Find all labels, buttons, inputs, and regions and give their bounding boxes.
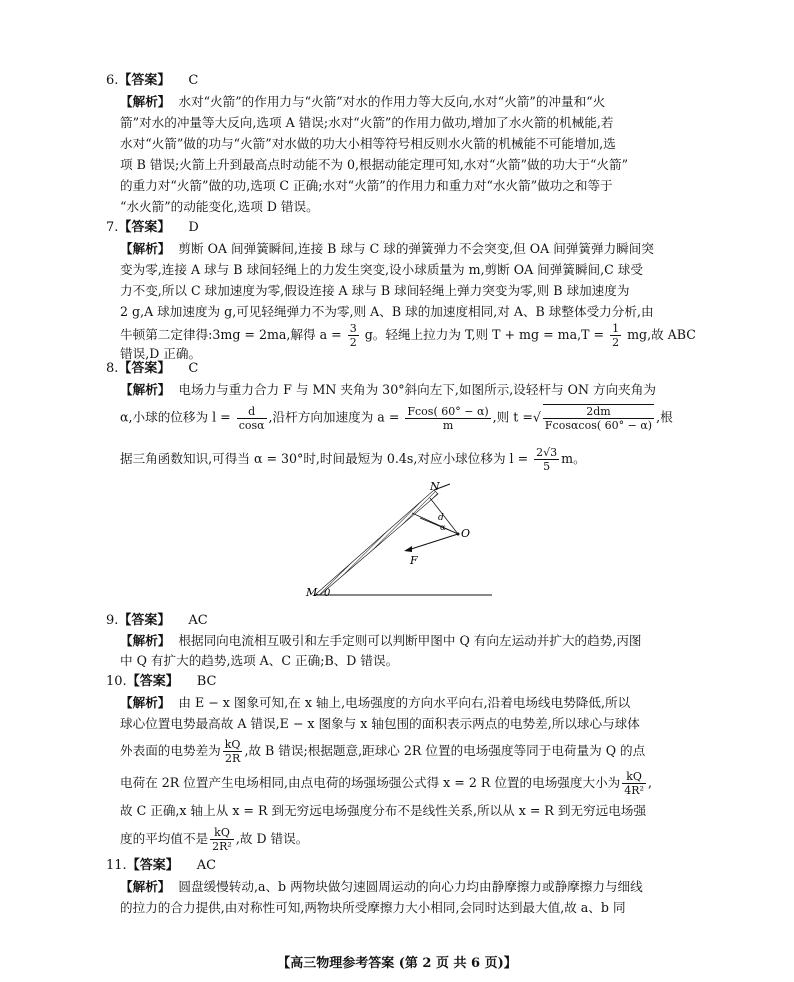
q8-fraction-t: [543, 404, 654, 432]
frac-num: 3: [349, 322, 357, 335]
q9-number: 9.: [106, 613, 119, 628]
q8-answer-tag: 【答案】: [118, 361, 171, 376]
frac-den: 2: [612, 336, 620, 349]
q7-answer: D: [188, 220, 199, 235]
q11-analysis-line-1: [120, 878, 643, 896]
q11-answer-tag: 【答案】: [126, 858, 179, 873]
frac-den: 2R²: [212, 840, 232, 853]
q6-answer-tag: 【答案】: [118, 73, 171, 88]
q6-answer: C: [188, 73, 199, 88]
q10-text-6b: ,故 D 错误。: [235, 831, 309, 846]
label-M: M: [306, 586, 318, 599]
incline-rod-MN: [316, 490, 438, 595]
q7-text-6: 错误,D 正确。: [120, 346, 202, 361]
q7-answer-line: [106, 219, 199, 237]
q8-fraction-l: [237, 405, 267, 432]
label-alpha: α: [440, 523, 446, 532]
q7-text-5: [120, 322, 696, 349]
q8-figure: [300, 478, 500, 600]
frac-num: kQ: [210, 826, 234, 840]
point-O: [457, 533, 460, 536]
q9-text-1: 根据同向电流相互吸引和左手定则可以判断甲图中 Q 有向左运动并扩大的趋势,丙图: [178, 633, 642, 648]
q10-answer-line: [106, 673, 216, 691]
q8-text-1: 电场力与重力合力 F 与 MN 夹角为 30°斜向左下,如图所示,设轻杆与 ON 方向夹角为: [178, 382, 656, 397]
frac-den: cosα: [238, 418, 265, 432]
q11-number: 11.: [106, 858, 127, 873]
label-N: N: [430, 480, 440, 493]
frac-num: 1: [612, 322, 620, 335]
q10-number: 10.: [106, 674, 127, 689]
q11-text-1: 圆盘缓慢转动,a、b 两物块做匀速圆周运动的向心力均由静摩擦力或静摩擦力与细线: [178, 879, 643, 894]
q8-text-2b: ,沿杆方向加速度为 a =: [268, 409, 400, 425]
force-arrow-F: [408, 534, 458, 550]
q6-text-3: 水对“火箭”做的功与“火箭”对水做的功大小相等符号相反则水火箭的机械能不可能增加,选: [120, 136, 616, 151]
q10-analysis-tag: 【解析】: [120, 695, 171, 710]
q8-answer: C: [188, 361, 199, 376]
q7-text-5a: 牛顿第二定律得:3mg = 2ma,解得 a =: [120, 327, 342, 342]
q8-text-2a: α,小球的位移为 l =: [120, 409, 231, 425]
arrowhead-F-icon: [404, 546, 412, 552]
label-M0: 0: [324, 588, 331, 599]
q11-answer: AC: [196, 858, 217, 873]
q10-fraction-kQ-4R2: [622, 770, 646, 797]
q6-text-2: 箭”对水的冲量等大反向,选项 A 错误;水对“火箭”的作用力做功,增加了水火箭的机械能,若: [120, 115, 614, 130]
q6-text-6: “水火箭”的动能变化,选项 D 错误。: [120, 199, 319, 214]
frac-den: 4R²: [624, 784, 644, 797]
q8-analysis-tag: 【解析】: [120, 382, 171, 397]
q10-text-5: 故 C 正确,x 轴上从 x = R 到无穷远电场强度分布不是线性关系,所以从 x = R 到无穷远电场强: [120, 803, 647, 818]
frac-num: 2√3: [536, 446, 558, 459]
frac-num: 2dm: [543, 405, 654, 419]
q7-analysis-tag: 【解析】: [120, 241, 171, 256]
q8-text-3b: m。: [561, 451, 586, 466]
q8-text-3: [120, 446, 586, 473]
q9-analysis-tag: 【解析】: [120, 633, 171, 648]
q8-text-2c: ,则 t =: [492, 409, 533, 425]
q11-answer-line: [106, 857, 216, 875]
q8-fraction-2sqrt3-5: [534, 446, 559, 473]
frac-num: d: [237, 405, 267, 419]
q9-text-2: 中 Q 有扩大的趋势,选项 A、C 正确;B、D 错误。: [120, 653, 399, 668]
q7-text-3: 力不变,所以 C 球加速度为零,假设连接 A 球与 B 球间轻绳上弹力突变为零,则 B 球加速度为: [120, 283, 630, 298]
label-d: d: [438, 513, 444, 523]
q10-text-3: [120, 738, 645, 765]
q10-text-6a: 度的平均值不是: [120, 831, 209, 846]
q8-text-2: α,小球的位移为 l = $\frac{d}{\cos\alpha}$ ,沿杆方向加速度为 a = $\frac{Fcos( 60^\circ - \alpha)}{m}$ ,则 t =√ $\frac{2dm}{Fcos\alpha\cos( 60^\circ - \alpha)}$ ,根: [120, 404, 673, 432]
frac-den: 2: [349, 336, 357, 349]
q10-analysis-line-1: [120, 694, 630, 712]
q8-text-2d: ,根: [656, 409, 673, 425]
q9-answer-line: [106, 612, 208, 630]
q7-analysis-line-1: [120, 240, 654, 258]
q10-text-6: [120, 826, 308, 853]
frac-den: 2R: [224, 752, 241, 765]
q6-text-4: 项 B 错误;火箭上升到最高点时动能不为 0,根据动能定理可知,水对“火箭”做的功大于“火箭”: [120, 157, 629, 172]
q7-text-4: 2 g,A 球加速度为 g,可见轻绳弹力不为零,则 A、B 球的加速度相同,对 A、B 球整体受力分析,由: [120, 304, 654, 319]
frac-den: 5: [543, 460, 551, 473]
q8-text-3a: 据三角函数知识,可得当 α = 30°时,时间最短为 0.4s,对应小球位移为 l =: [120, 451, 529, 466]
q7-number: 7.: [106, 220, 119, 235]
q11-analysis-tag: 【解析】: [120, 879, 171, 894]
frac-den: Fcosαcos( 60° − α): [544, 419, 653, 432]
q10-answer: BC: [196, 674, 217, 689]
q7-fraction-3-2: [348, 322, 359, 349]
frac-num: Fcos( 60° − α): [407, 404, 489, 418]
q6-analysis-line-1: [120, 93, 605, 111]
q9-analysis-line-1: [120, 632, 642, 650]
frac-den: m: [442, 418, 454, 432]
q10-text-4b: ,: [647, 775, 652, 790]
q10-fraction-kQ-2R: [223, 738, 243, 765]
q8-analysis-line-1: [120, 381, 656, 399]
q10-text-4: [120, 770, 652, 797]
q7-text-5c: mg,故 ABC: [627, 327, 696, 342]
q6-text-1: 水对“火箭”的作用力与“火箭”对水的作用力等大反向,水对“火箭”的冲量和“火: [178, 94, 606, 109]
q7-text-5b: g。轻绳上拉力为 T,则 T + mg = ma,T =: [364, 327, 605, 342]
q8-answer-line: [106, 360, 198, 378]
q10-fraction-kQ-2R2: [210, 826, 234, 853]
q6-answer-line: [106, 72, 198, 90]
q6-number: 6.: [106, 73, 119, 88]
q10-text-3b: ,故 B 错误;根据题意,距球心 2R 位置的电场强度等同于电荷量为 Q 的点: [244, 743, 646, 758]
q10-answer-tag: 【答案】: [126, 674, 179, 689]
q7-text-2: 变为零,连接 A 球与 B 球间轻绳上的力发生突变,设小球质量为 m,剪断 OA 间弹簧瞬间,C 球受: [120, 262, 643, 277]
q10-text-2: 球心位置电势最高故 A 错误,E − x 图象与 x 轴包围的面积表示两点的电势差,所以球心与球体: [120, 716, 640, 731]
q8-fraction-a: [405, 405, 490, 432]
label-O: O: [461, 527, 471, 540]
q6-analysis-tag: 【解析】: [120, 94, 171, 109]
frac-num: kQ: [224, 738, 241, 751]
label-F: F: [410, 554, 418, 567]
q7-fraction-1-2: [610, 322, 621, 349]
q11-text-2: 的拉力的合力提供,由对称性可知,两物块所受摩擦力大小相同,会同时达到最大值,故 a、b 同: [120, 900, 626, 915]
q9-answer: AC: [188, 613, 208, 628]
q9-answer-tag: 【答案】: [118, 613, 171, 628]
q8-number: 8.: [106, 361, 119, 376]
page-footer: 【高三物理参考答案 (第 2 页 共 6 页)】: [277, 956, 517, 971]
q7-text-1: 剪断 OA 间弹簧瞬间,连接 B 球与 C 球的弹簧弹力不会突变,但 OA 间弹簧弹力瞬间突: [178, 241, 654, 256]
q6-text-5: 的重力对“火箭”做的功,选项 C 正确;水对“火箭”的作用力和重力对“水火箭”做功之和等于: [120, 178, 613, 193]
q10-text-3a: 外表面的电势差为: [120, 743, 221, 758]
frac-num: kQ: [622, 770, 646, 784]
q10-text-1: 由 E − x 图象可知,在 x 轴上,电场强度的方向水平向右,沿着电场线电势降低,所以: [178, 695, 631, 710]
q10-text-4a: 电荷在 2R 位置产生电场相同,由点电荷的场强场强公式得 x = 2 R 位置的电场强度大小为: [120, 775, 621, 790]
q7-answer-tag: 【答案】: [118, 220, 171, 235]
